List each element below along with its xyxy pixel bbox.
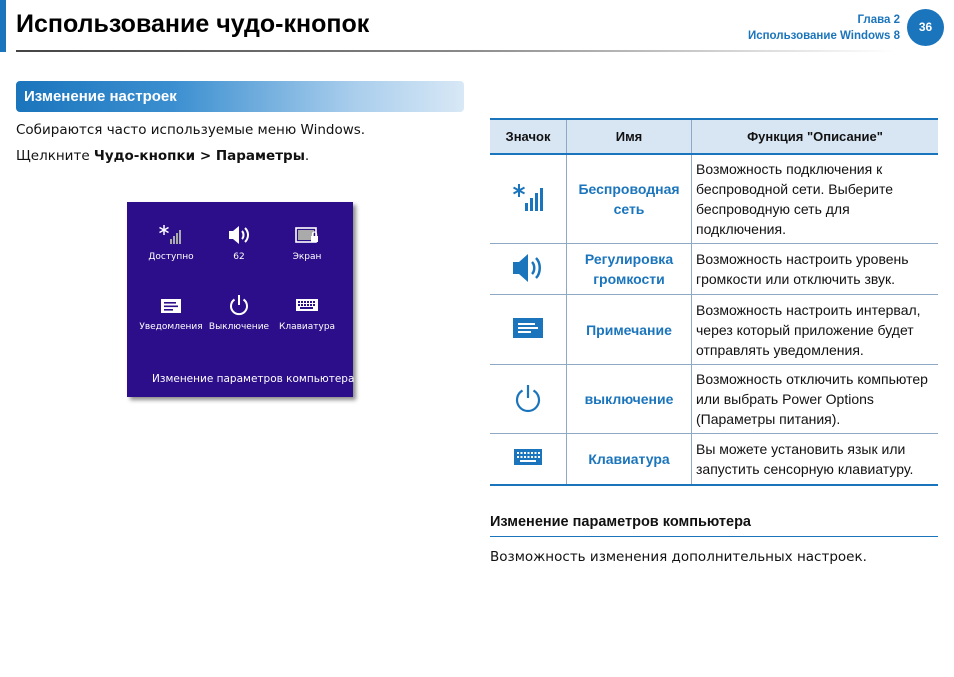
instruction-suffix: . <box>304 148 310 164</box>
section-title: Изменение настроек <box>24 88 177 105</box>
page-number: 36 <box>907 9 944 46</box>
subsection-title: Изменение параметров компьютера <box>490 514 751 530</box>
table-row <box>490 154 938 244</box>
power-icon <box>227 294 251 316</box>
chapter-label: Глава 2 <box>857 14 900 26</box>
table-row <box>490 295 938 365</box>
header-accent-bar <box>0 0 6 52</box>
panel-tile-label: Уведомления <box>139 322 203 332</box>
notification-icon <box>159 294 183 316</box>
table-row <box>490 244 938 295</box>
table-header-description: Функция "Описание" <box>692 119 939 154</box>
panel-tile-label: 62 <box>233 252 245 262</box>
row-description: Возможность подключения к беспроводной сети. Выберите беспроводную сеть для подключения. <box>692 154 939 244</box>
panel-tile-label: Доступно <box>148 252 194 262</box>
panel-tile-screen[interactable] <box>270 224 344 262</box>
screen-icon <box>294 224 320 246</box>
panel-tile-label: Выключение <box>208 322 270 332</box>
row-name: выключение <box>567 365 692 434</box>
row-description: Возможность настроить уровень громкости или отключить звук. <box>692 244 939 295</box>
table-header-name: Имя <box>567 119 692 154</box>
panel-tile-label: Экран <box>292 252 322 262</box>
row-name: Беспроводная сеть <box>567 154 692 244</box>
wireless-icon <box>159 224 183 246</box>
subsection-divider <box>490 536 938 537</box>
row-name: Регулировка громкости <box>567 244 692 295</box>
table-row <box>490 365 938 434</box>
notification-icon <box>512 316 544 340</box>
wireless-icon <box>512 183 544 213</box>
row-name: Клавиатура <box>567 434 692 485</box>
panel-tile-keyboard[interactable] <box>270 294 344 332</box>
panel-tile-notifications[interactable] <box>134 294 208 332</box>
instruction-paragraph <box>16 148 309 164</box>
subsection-text: Возможность изменения дополнительных настроек. <box>490 549 867 565</box>
panel-tile-network[interactable] <box>134 224 208 262</box>
row-name: Примечание <box>567 295 692 365</box>
row-description: Возможность настроить интервал, через который приложение будет отправлять уведомления. <box>692 295 939 365</box>
instruction-bold: Чудо-кнопки > Параметры <box>93 148 305 164</box>
row-description: Возможность отключить компьютер или выбрать Power Options (Параметры питания). <box>692 365 939 434</box>
chapter-info <box>748 12 900 44</box>
page-title: Использование чудо-кнопок <box>16 10 370 38</box>
panel-tile-volume[interactable] <box>202 224 276 262</box>
panel-tile-label: Клавиатура <box>278 322 336 332</box>
change-pc-settings-link[interactable]: Изменение параметров компьютера <box>152 373 355 385</box>
chapter-name: Использование Windows 8 <box>747 30 900 42</box>
row-description: Вы можете установить язык или запустить сенсорную клавиатуру. <box>692 434 939 485</box>
keyboard-icon <box>513 447 543 467</box>
intro-paragraph: Собираются часто используемые меню Windows. <box>16 122 366 138</box>
instruction-prefix: Щелкните <box>16 148 94 164</box>
keyboard-icon <box>295 294 319 316</box>
table-row <box>490 434 938 485</box>
table-header-icon: Значок <box>490 119 567 154</box>
power-icon <box>513 383 543 413</box>
volume-icon <box>511 252 545 284</box>
panel-tile-power[interactable] <box>202 294 276 332</box>
settings-charm-panel <box>127 202 353 397</box>
volume-icon <box>227 224 251 246</box>
charm-settings-table <box>490 118 938 486</box>
header-divider <box>16 50 896 52</box>
